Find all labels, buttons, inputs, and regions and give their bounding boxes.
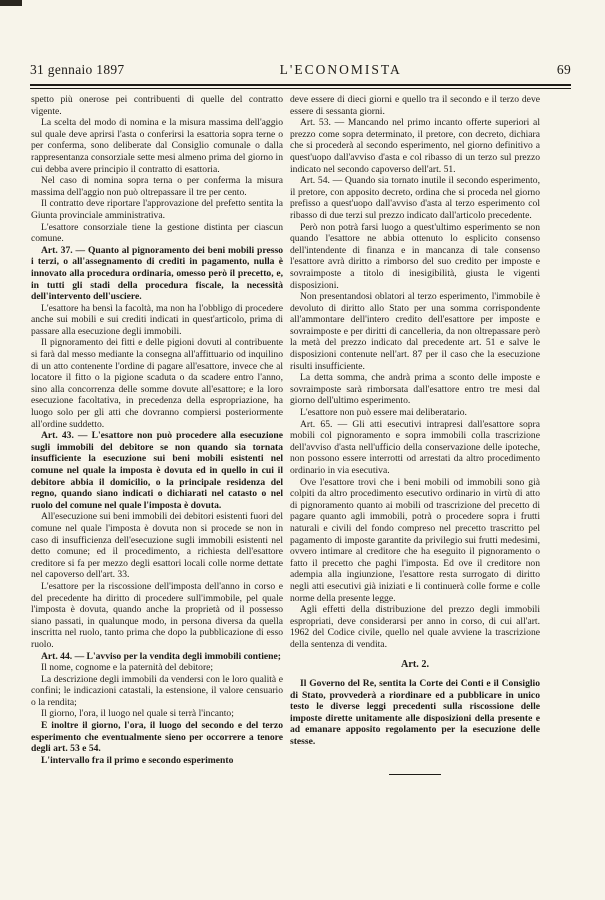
paragraph: Art. 44. — L'avviso per la vendita degli immobili contiene; (41, 650, 281, 662)
paragraph: Nel caso di nomina sopra terna o per conferma la misura massima dell'aggio non può oltrepassare il tre per cento. (31, 175, 283, 198)
paragraph: Il pignoramento dei fitti e delle pigioni dovuti al contribuente si farà dal messo mediante la consegna all'affittuario od inquilino di un atto contenente l'ordine di pagare all'esattore, invece che al locatore il fitto o la pigione scaduta o da scadere entro l'anno, sino alla concorrenza delle somme dovute all'esattore; e la loro esecuzione facoltativa, in precedenza della espropriazione, ha luogo solo per gli atti che dovranno compiersi posteriormente all'ordine suddetto. (31, 337, 283, 430)
paragraph: Art. 54. — Quando sia tornato inutile il secondo esperimento, il pretore, con apposito decreto, ordina che si proceda nel giorno prefisso a quest'uopo dall'avviso d'asta al terzo esperimento col ribasso di due terzi sul prezzo indicato dall'articolo precedente. (290, 175, 540, 221)
paragraph: Art. 43. — L'esattore non può procedere alla esecuzione sugli immobili del debitore se non quando sia tornata insufficiente la esecuzione sui beni mobili esistenti nel comune nel quale la imposta è dovuta ed in quello in cui il debitore abbia il domicilio, o la principale residenza del regno, quando siano indicati o dichiarati nel catasto o nel ruolo del comune nel quale l'imposta è dovuta. (31, 430, 283, 511)
paragraph: E inoltre il giorno, l'ora, il luogo del secondo e del terzo esperimento che eventualmente sieno per occorrere a tenore degli art. 53 e 54. (31, 720, 283, 755)
paragraph: spetto più onerose pei contribuenti di quelle del contratto vigente. (31, 94, 283, 117)
paragraph: Il nome, cognome e la paternità del debitore; (41, 662, 214, 674)
paragraph: La detta somma, che andrà prima a sconto delle imposte e sovraimposte sarà rimborsata dall'esattore entro tre mesi dal giorno dell'ultimo esperimento. (290, 372, 540, 407)
paragraph: L'esattore non può essere mai deliberatario. (300, 407, 467, 419)
paragraph: Non presentandosi oblatori al terzo esperimento, l'immobile è devoluto di diritto allo Stato per una somma corrispondente all'ammontare dell'intero credito dell'esattore per imposte e sovraimposte e per diritti di cancelleria, da non oltrepassare però la metà del prezzo indicato dal precedente art. 51 e salve le disposizioni contenute nell'art. 87 per il caso che la esecuzione risulti insufficiente. (290, 291, 540, 372)
header-date: 31 gennaio 1897 (30, 62, 125, 77)
header-title: L'ECONOMISTA (279, 62, 402, 77)
paragraph: Art. 53. — Mancando nel primo incanto offerte superiori al prezzo come sopra determinato, il pretore, con decreto, dichiara che si procederà al secondo esperimento, nel giorno definitivo a quest'uopo dall'avviso d'asta e col ribasso di un terzo sul prezzo indicato nel secondo capoverso dell'art. 51. (290, 117, 540, 175)
paragraph: deve essere di dieci giorni e quello tra il secondo e il terzo deve essere di sessanta giorni. (290, 94, 540, 117)
page-header (30, 62, 571, 82)
header-rule-thick (30, 84, 571, 86)
paragraph: Però non potrà farsi luogo a quest'ultimo esperimento se non quando l'esattore ne abbia ottenuto lo esplicito consenso dell'intendente di finanza e in mancanza di tale consenso l'esattore avrà diritto a rimborso del suo credito per imposte e sovraimposte a titolo di inesigibilità, giusta le vigenti disposizioni. (290, 221, 540, 291)
end-rule (389, 774, 441, 775)
paragraph: L'esattore ha bensì la facoltà, ma non ha l'obbligo di procedere anche sui mobili e sui crediti indicati in quest'articolo, prima di passare alla esecuzione degli immobili. (31, 302, 283, 337)
left-text-column (31, 94, 283, 766)
paragraph: Ove l'esattore trovi che i beni mobili od immobili sono già colpiti da altro procedimento esecutivo ordinario in virtù di atto di pignoramento quanto ai mobili od trascrizione del precetto di pagare quanto agli immobili, potrà o procedere sopra i frutti naturali e civili del fondo compreso nel precetto trascritto pel pagamento di imposte garantite da privilegio sui frutti medesimi, ovvero intimare al creditore che ha eseguito il pignoramento o fatto il precetto che paghi l'imposta. Ed ove il creditore non adempia alla ingiunzione, l'esattore resta surrogato di diritto negli atti esecutivi già iniziati e li continuerà colle forme e colle norme della presente legge. (290, 476, 540, 604)
header-rule-thin (30, 88, 571, 89)
paragraph: Art. 65. — Gli atti esecutivi intrapresi dall'esattore sopra mobili col pignoramento e sopra immobili colla trascrizione dell'avviso d'asta nell'ufficio della conservazione delle ipoteche, non possono essere interrotti od arrestati da altro procedimento ordinario in via esecutiva. (290, 418, 540, 476)
paragraph: La scelta del modo di nomina e la misura massima dell'aggio sul quale deve aprirsi l'asta o conferirsi la esattoria sopra terne o per conferma, sono deliberate dal Consiglio comunale o dalla rappresentanza consorziale sette mesi almeno prima del giorno in cui debba avere principio il contratto di esattoria. (31, 117, 283, 175)
paragraph: Il Governo del Re, sentita la Corte dei Conti e il Consiglio di Stato, provvederà a riordinare ed a pubblicare in unico testo le diverse leggi precedenti sulla riscossione delle imposte dirette unitamente alle disposizioni della presente e ad emanare apposito regolamento per la esecuzione delle stesse. (290, 678, 540, 748)
paragraph: La descrizione degli immobili da vendersi con le loro qualità e confini; le indicazioni catastali, la estensione, il valore censuario o la rendita; (31, 673, 283, 708)
paragraph: L'esattore consorziale tiene la gestione distinta per ciascun comune. (31, 221, 283, 245)
paragraph: L'intervallo fra il primo e secondo esperimento (41, 754, 234, 766)
paragraph: Il contratto deve riportare l'approvazione del prefetto sentita la Giunta provinciale amministrativa. (31, 198, 283, 221)
paragraph: L'esattore per la riscossione dell'imposta dell'anno in corso e del precedente ha diritto di procedere sull'immobile, pel quale l'imposta è dovuta, quando anche la proprietà od il possesso siano passati, in qualunque modo, in persona diversa da quella inscritta nel ruolo, tanto prima che dopo la pubblicazione di esso ruolo. (31, 580, 283, 650)
paragraph: Art. 2. (400, 658, 429, 670)
page-corner-mark (0, 0, 22, 6)
header-page-number: 69 (556, 62, 571, 77)
paragraph: All'esecuzione sui beni immobili dei debitori esistenti fuori del comune nel quale l'imposta è dovuta non si procede se non in caso di insufficienza dell'esecuzione sugli immobili esistenti nel detto comune; ed il procedimento, a richiesta dell'esattore creditore si fa per mezzo degli esattori locali colle norme dettate nel capoverso dell'art. 33. (31, 511, 283, 581)
right-text-column (290, 94, 540, 775)
paragraph: Il giorno, l'ora, il luogo nel quale si terrà l'incanto; (41, 708, 234, 720)
paragraph: Art. 37. — Quanto al pignoramento dei beni mobili presso i terzi, o all'assegnamento di crediti in pagamento, nulla è innovato alla procedura ordinaria, omesso però il precetto, e, in tutti gli stadi della procedura fiscale, la necessità dell'intervento dell'usciere. (31, 244, 283, 303)
paragraph: Agli effetti della distribuzione del prezzo degli immobili espropriati, deve considerarsi per anno in corso, di cui all'art. 1962 del Codice civile, quello nel quale avviene la trascrizione della sentenza di vendita. (290, 604, 540, 650)
